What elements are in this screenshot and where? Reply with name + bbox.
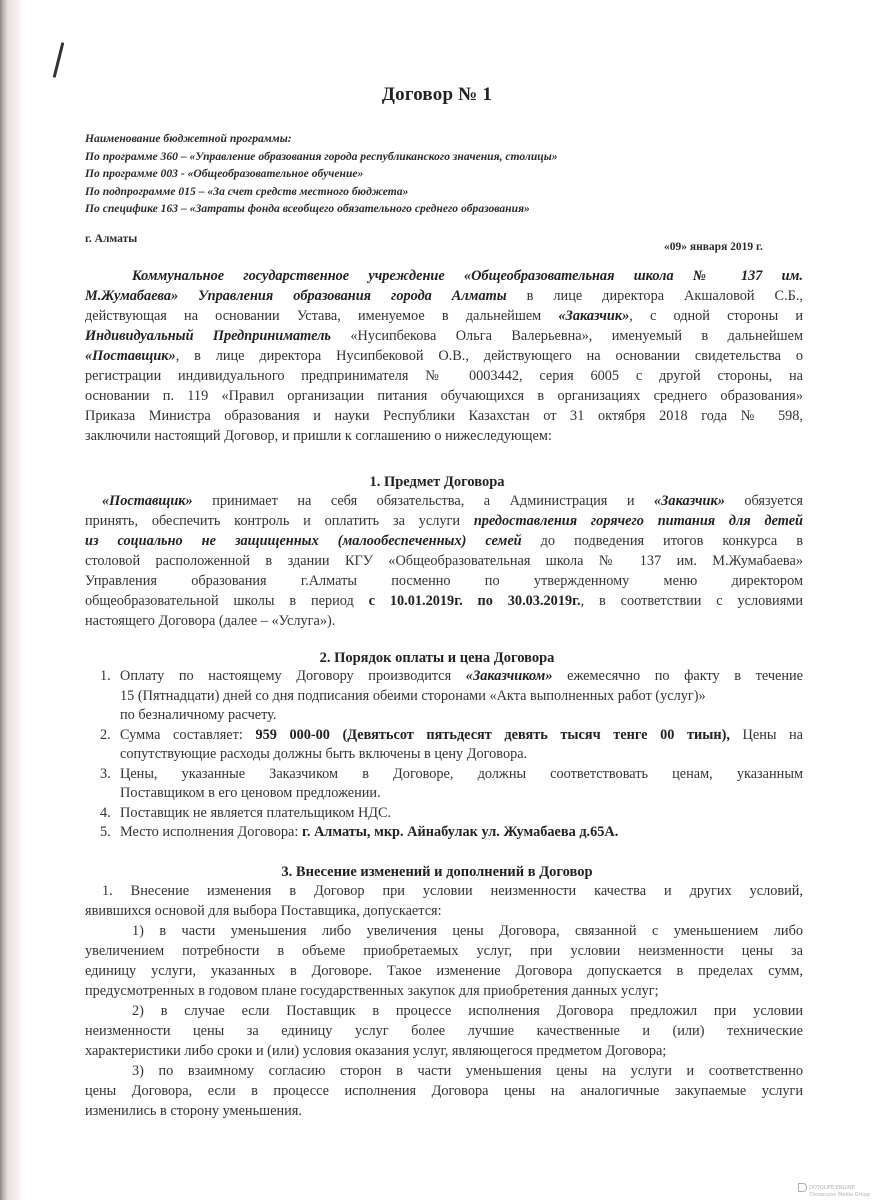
section-1-text: принять, обеспечить контроль и оплатить за услуги [85,513,461,529]
budget-program-line: По программе 360 – «Управление образования города республиканского значения, столицы» [85,149,558,163]
budget-program-heading: Наименование бюджетной программы: [85,132,292,145]
subclause-2: неизменности цены за единицу услуг более лучшие качественные и (или) технические [85,1023,803,1039]
section-3-text: явившихся основой для выбора Поставщика, допускается: [85,903,442,919]
list-item-text: 15 (Пятнадцати) дней со дня подписания обеими сторонами «Акта выполненных работ (услуг)» [120,687,706,704]
list-item-text: Поставщик не является плательщиком НДС. [120,804,392,821]
subclause-2: 2) в случае если Поставщик в процессе исполнения Договора предложил при условии [132,1003,803,1019]
watermark-logo-icon [798,1183,807,1192]
list-item-text: Оплату по настоящему Договору производится [120,668,452,684]
subclause-3: цены Договора, если в процессе исполнения Договора цены на аналогичные закупаемые услуги [85,1083,803,1099]
section-1-text: обязуется [744,493,803,509]
preamble-text: Приказа Министра образования и науки Республики Казахстан от 31 октября 2018 года № 598, [85,408,803,424]
list-item-text: ежемесячно по факту в течение [567,668,804,684]
list-item-text: Цены на [742,726,804,743]
section-1-heading: 1. Предмет Договора [369,474,505,490]
preamble-text: , с одной стороны и [629,308,803,324]
list-item-text: сопутствующие расходы должны быть включены в цену Договора. [120,746,528,762]
list-item-number: 3. [100,765,111,782]
contract-city: г. Алматы [85,233,138,245]
section-1-text: принимает на себя обязательства, а Администрация и [212,493,635,509]
section-1-text: , в соответствии с условиями [580,593,803,609]
subclause-1: 1) в части уменьшения либо увеличения цены Договора, связанной с уменьшением либо [132,923,803,939]
budget-program-line: По программе 003 - «Общеобразовательное обучение» [85,167,364,180]
preamble-paragraph [85,266,803,446]
list-item-text: по безналичному расчету. [120,707,277,723]
preamble-text: заключили настоящий Договор, и пришли к соглашению о нижеследующем: [85,428,552,444]
subclause-3: изменились в сторону уменьшения. [85,1103,302,1119]
supplier-role: «Поставщик» [85,348,176,364]
subclause-1: увеличением потребности в объеме приобретаемых услуг, при условии неизменности цены за [85,943,803,959]
contract-amount: 959 000-00 (Девятьсот пятьдесят девять тысяч тенге 00 тиын), [255,726,730,743]
subclause-3: 3) по взаимному согласию сторон в части уменьшения цены на услуги и соответственно [132,1063,803,1079]
section-1-text: до подведения итогов конкурса в [540,533,803,549]
service-description: предоставления горячего питания для детей [473,513,803,529]
list-item-text: Место исполнения Договора: [120,824,299,840]
customer-role: «Заказчик» [654,493,725,509]
list-item [100,726,803,765]
subclause-1: единицу услуги, указанных в Договоре. Такое изменение Договора допускается в пределах сумм, [85,963,803,979]
list-item-text: Сумма составляет: [120,726,243,743]
list-item-text: Поставщиком в его ценовом предложении. [120,785,381,801]
budget-program-line: По подпрограмме 015 – «За счет средств местного бюджета» [85,184,409,198]
document-title: Договор № 1 [381,84,493,105]
customer-name-bold-cont: М.Жумабаева» Управления образования города Алматы [85,288,507,304]
watermark-name: DOTOLIFE ENGINE [809,1185,855,1191]
section-3-heading: 3. Внесение изменений и дополнений в Договор [281,864,593,880]
preamble-text: основании п. 119 «Правил организации питания обучающихся в организациях среднего образования» [85,388,803,404]
customer-role: «Заказчик» [558,308,630,324]
list-item [100,765,803,804]
supplier-role: «Поставщик» [102,493,193,509]
section-1-text: общеобразовательной школы в период [85,593,354,609]
supplier-type: Индивидуальный Предприниматель [85,328,331,344]
service-address: г. Алматы, мкр. Айнабулак ул. Жумабаева д.65А. [301,824,619,840]
section-1-text: Управления образования г.Алматы посменно по утвержденному меню директором [85,573,803,589]
watermark-sub: Dimension Media Group [810,1192,870,1198]
service-description-cont: из социально не защищенных (малообеспеченных) семей [85,533,522,549]
list-item [100,667,803,726]
section-1-text: настоящего Договора (далее – «Услуга»). [85,613,336,629]
subclause-2: характеристики либо сроки и (или) условия оказания услуг, являющегося предметом Договора; [85,1043,667,1059]
section-2-heading: 2. Порядок оплаты и цена Договора [319,650,555,666]
section-1-text: столовой расположенной в здании КГУ «Общеобразовательная школа № 137 им. М.Жумабаева» [85,553,803,569]
list-item-text: Цены, указанные Заказчиком в Договоре, должны соответствовать ценам, указанным [120,765,803,782]
preamble-text: в лице директора Акшаловой С.Б., [526,288,804,304]
list-item-number: 2. [100,726,111,743]
list-item [100,804,803,824]
section-2-list [100,667,803,843]
section-3-text: 1. Внесение изменения в Договор при условии неизменности качества и других условий, [102,883,803,899]
list-item-number: 5. [100,824,111,840]
budget-program-block [85,130,558,218]
section-3-paragraph [85,881,803,1121]
service-period: с 10.01.2019г. по 30.03.2019г. [368,593,581,609]
watermark [798,1183,870,1198]
contract-date: «09» января 2019 г. [664,241,763,253]
customer-role: «Заказчиком» [465,668,553,684]
preamble-text: действующая на основании Устава, именуемое в дальнейшем [85,308,542,324]
customer-name-bold: Коммунальное государственное учреждение «Общеобразовательная школа № 137 им. [132,268,803,284]
subclause-1: предусмотренных в годовом плане государственных закупок для приобретения данных услуг; [85,983,659,999]
list-item-number: 1. [100,668,111,684]
list-item-number: 4. [100,804,111,821]
section-1-paragraph [85,491,803,631]
list-item [100,823,803,843]
preamble-text: регистрации индивидуального предпринимателя № 0003442, серия 6005 с другой стороны, на [85,368,803,384]
preamble-text: «Нусипбекова Ольга Валерьевна», именуемый в дальнейшем [350,328,804,344]
preamble-text: , в лице директора Нусипбековой О.В., действующего на основании свидетельства о [175,348,803,364]
budget-program-line: По специфике 163 – «Затраты фонда всеобщего обязательного среднего образования» [85,202,530,215]
